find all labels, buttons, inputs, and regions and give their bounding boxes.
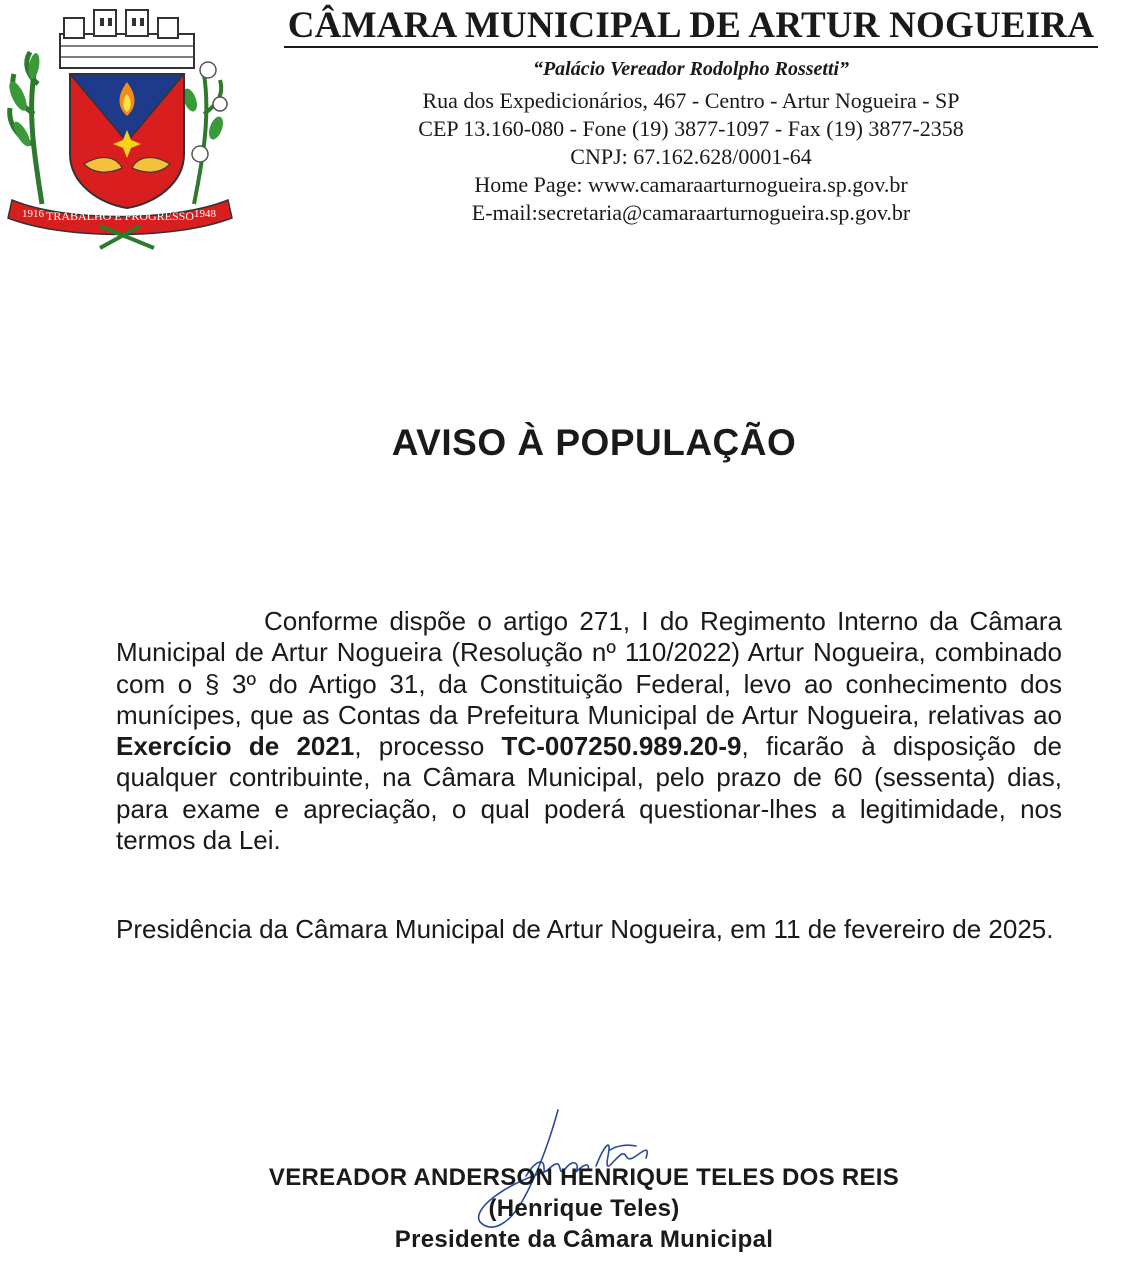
signature-block	[0, 1162, 1130, 1255]
process-number: TC-007250.989.20-9	[501, 731, 742, 762]
signer-role: Presidente da Câmara Municipal	[394, 1226, 774, 1253]
closing-statement: Presidência da Câmara Municipal de Artur Nogueira, em 11 de fevereiro de 2025.	[116, 914, 1054, 944]
exercise-year: Exercício de 2021	[116, 731, 355, 762]
signer-name: VEREADOR ANDERSON HENRIQUE TELES DOS REIS	[268, 1164, 900, 1191]
chamber-title: CÂMARA MUNICIPAL DE ARTUR NOGUEIRA	[284, 6, 1099, 48]
email-line: E-mail:secretaria@camaraarturnogueira.sp.gov.br	[471, 200, 911, 225]
notice-body-part3: , ficarão à disposição de qualquer contribuinte, na Câmara Municipal, pelo prazo de 60 (sessenta) dias, para exame e apreciação, o qual poderá questionar-lhes a legitimidade, nos termos da Lei.	[116, 731, 1062, 856]
contact-line: CEP 13.160-080 - Fone (19) 3877-1097 - Fax (19) 3877-2358	[418, 116, 964, 141]
notice-title: AVISO À POPULAÇÃO	[391, 422, 797, 463]
notice-body-part1: Conforme dispõe o artigo 271, I do Regimento Interno da Câmara Municipal de Artur Nogueira (Resolução nº 110/2022) Artur Nogueira, combinado com o § 3º do Artigo 31, da Constituição Federal, levo ao conhecimento dos munícipes, que as Contas da Prefeitura Municipal de Artur Nogueira, relativas ao	[116, 606, 1062, 730]
signer-nickname: (Henrique Teles)	[488, 1195, 680, 1222]
address-line: Rua dos Expedicionários, 467 - Centro - Artur Nogueira - SP	[422, 88, 960, 113]
year-left: 1916	[22, 208, 44, 220]
coat-of-arms	[4, 4, 236, 250]
homepage-line: Home Page: www.camaraarturnogueira.sp.gov.br	[474, 172, 908, 197]
coat-of-arms-icon	[4, 4, 236, 250]
notice-body	[116, 606, 1062, 856]
palace-name: “Palácio Vereador Rodolpho Rossetti”	[532, 58, 850, 80]
cnpj-line: CNPJ: 67.162.628/0001-64	[570, 144, 812, 169]
motto-text: TRABALHO E PROGRESSO	[45, 209, 195, 223]
notice-body-part2: , processo	[354, 731, 502, 762]
year-right: 1948	[194, 208, 216, 220]
letterhead	[258, 0, 1124, 227]
